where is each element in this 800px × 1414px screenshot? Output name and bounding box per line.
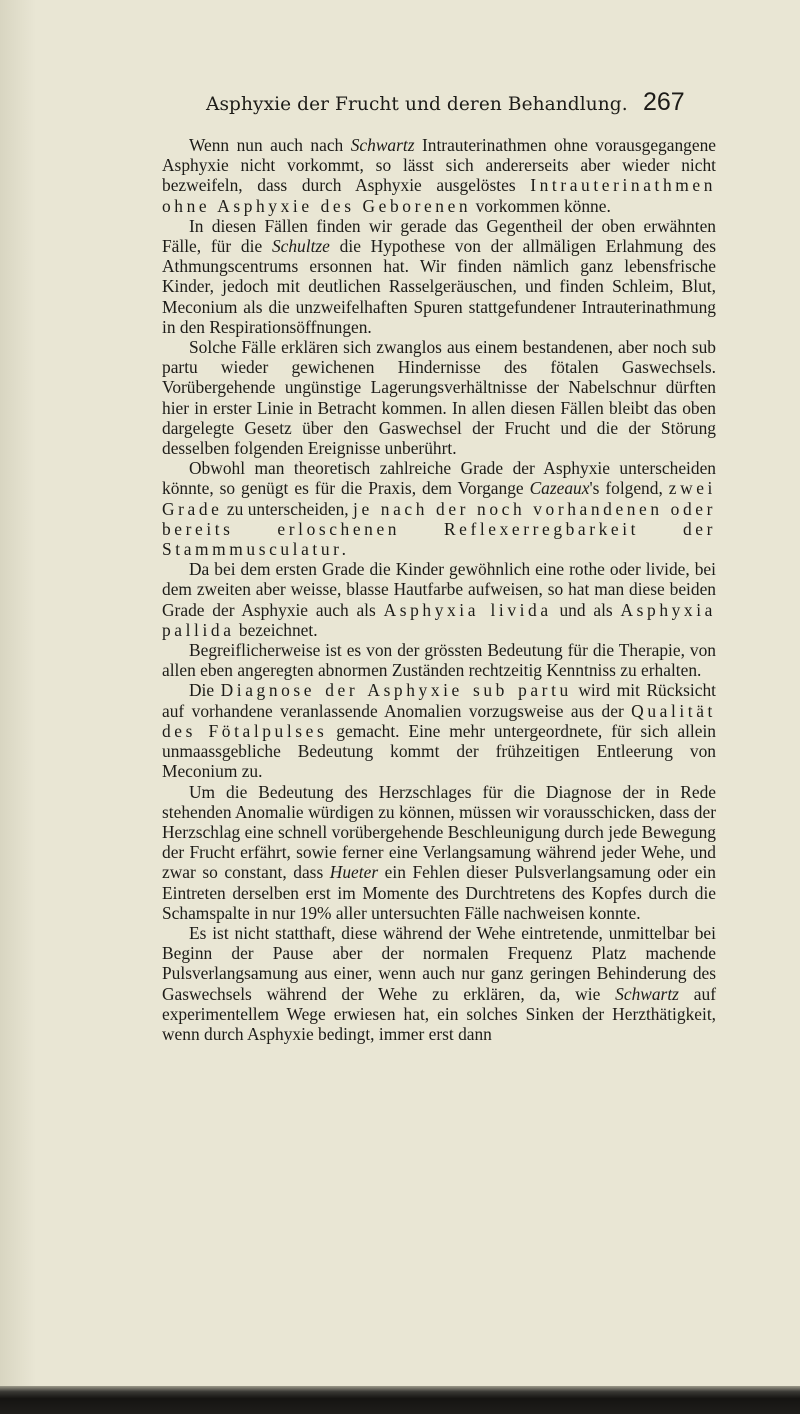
paragraph bbox=[162, 923, 716, 1044]
text-run: Es ist nicht statthaft, diese während der Wehe eintretende, unmittelbar bei Beginn der Pause aber der normalen Frequenz Platz machende Pulsverlangsamung aus einer, wenn auch nur ganz geringen Behinderung des Gaswechsels während der Wehe zu erklären, da, wie bbox=[162, 922, 716, 1004]
paragraph bbox=[162, 216, 716, 337]
page-number: 267 bbox=[643, 88, 685, 116]
page-header bbox=[0, 88, 800, 128]
spaced-emphasis: Asphyxia pallida bbox=[162, 599, 716, 640]
text-run: auf experimentellem Wege erwiesen hat, ein solches Sinken der Herzthätigkeit, wenn durch Asphyxie bedingt, immer erst dann bbox=[162, 983, 716, 1044]
text-run: vorkommen könne. bbox=[471, 195, 611, 216]
text-run: die Hypothese von der allmäligen Erlahmung des Athmungscentrums ersonnen hat. Wir finden nämlich ganz lebensfrische Kinder, jedoch mit deutlichen Rasselgeräuschen, und finden Schleim, Blut, Meconium als die unzweifelhaften Spuren stattgefundener Intrauterinathmung in den Respirationsöffnungen. bbox=[162, 236, 716, 337]
paragraph bbox=[162, 135, 716, 216]
italic-name: Schwartz bbox=[615, 983, 679, 1004]
text-run: 's folgend, bbox=[589, 478, 669, 499]
text-run: Obwohl man theoretisch zahlreiche Grade der Asphyxie unterscheiden könnte, so genügt es für die Praxis, dem Vorgange bbox=[162, 458, 716, 499]
paragraph bbox=[162, 782, 716, 923]
italic-name: Schwartz bbox=[350, 135, 415, 155]
text-run: ein Fehlen dieser Pulsverlangsamung oder ein Eintreten derselben erst im Momente des Durchtretens des Kopfes durch die Schamspalte in nur 19% aller untersuchten Fälle nachweisen konnte. bbox=[162, 862, 716, 923]
text-run: Solche Fälle erklären sich zwanglos aus einem bestandenen, aber noch sub partu wieder gewichenen Hindernisse des fötalen Gaswechsels. Vorübergehende ungünstige Lagerungsverhältnisse der Nabelschnur dürften hier in erster Linie in Betracht kommen. In allen diesen Fällen bleibt das oben dargelegte Gesetz über den Gaswechsel der Frucht und die der Störung desselben folgenden Ereignisse unberührt. bbox=[162, 337, 716, 459]
paragraph bbox=[162, 559, 716, 640]
italic-name: Cazeaux bbox=[529, 478, 590, 499]
text-run: Wenn nun auch nach bbox=[189, 135, 351, 155]
page-edge-shadow bbox=[0, 0, 36, 1386]
text-run: gemacht. Eine mehr untergeordnete, für sich allein unmaassgebliche Bedeutung kommt der frühzeitigen Entleerung von Meconium zu. bbox=[162, 720, 716, 782]
text-run: Intrauterinathmen ohne vorausgegangene Asphyxie nicht vorkommt, so lässt sich andererseits aber wieder nicht bezweifeln, dass durch Asphyxie ausgelöstes bbox=[162, 135, 716, 196]
paragraph bbox=[162, 337, 716, 458]
spaced-emphasis: Intrauterinathmen ohne Asphyxie des Geborenen bbox=[162, 175, 716, 216]
spaced-emphasis: je nach der noch vorhandenen oder bereits erloschenen Reflexerregbarkeit der Stammmusculatur. bbox=[162, 498, 716, 560]
text-run: Um die Bedeutung des Herzschlages für die Diagnose der in Rede stehenden Anomalie würdigen zu können, müssen wir vorausschicken, dass der Herzschlag eine schnell vorübergehende Beschleunigung durch jede Bewegung der Frucht erfährt, sowie ferner eine Verlangsamung während jeder Wehe, und zwar so constant, dass bbox=[162, 781, 716, 883]
text-run: bezeichnet. bbox=[234, 619, 318, 640]
paragraph bbox=[162, 680, 716, 781]
italic-name: Schultze bbox=[271, 236, 330, 257]
spaced-emphasis: Asphyxia livida bbox=[383, 599, 552, 620]
text-run: In diesen Fällen finden wir gerade das Gegentheil der oben erwähnten Fälle, für die bbox=[162, 215, 716, 257]
text-run: zu unterscheiden, bbox=[222, 498, 354, 519]
spaced-emphasis: zwei Grade bbox=[162, 478, 716, 519]
body-text bbox=[162, 135, 716, 1044]
spaced-emphasis: Qualität des Fötalpulses bbox=[162, 700, 716, 741]
italic-name: Hueter bbox=[329, 862, 379, 883]
paragraph bbox=[162, 458, 716, 559]
text-run: Da bei dem ersten Grade die Kinder gewöhnlich eine rothe oder livide, bei dem zweiten aber weisse, blasse Hautfarbe aufweisen, so hat man diese beiden Grade der Asphyxie auch als bbox=[162, 559, 716, 620]
text-run: Begreiflicherweise ist es von der grössten Bedeutung für die Therapie, von allen eben angeregten abnormen Zuständen rechtzeitig Kenntniss zu erhalten. bbox=[162, 640, 716, 681]
paragraph bbox=[162, 640, 716, 680]
running-head: Asphyxie der Frucht und deren Behandlung. bbox=[206, 94, 628, 115]
scan-bottom-edge bbox=[0, 1386, 800, 1414]
text-run: wird mit Rücksicht auf vorhandene veranlassende Anomalien vorzugsweise aus der bbox=[162, 680, 716, 721]
text-run: und als bbox=[551, 599, 621, 620]
text-run: Die bbox=[189, 680, 221, 701]
spaced-emphasis: Diagnose der Asphyxie sub partu bbox=[220, 680, 572, 701]
